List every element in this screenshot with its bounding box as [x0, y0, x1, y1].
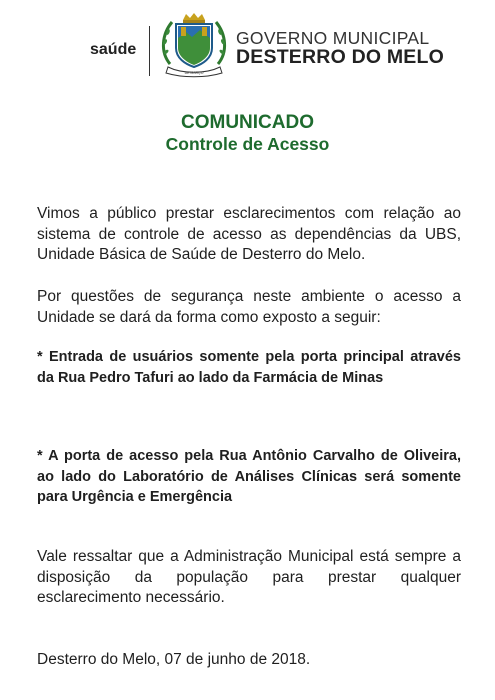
paragraph-closing: Vale ressaltar que a Administração Municipal está sempre a disposição da população para prestar qualquer esclarecimento necessário. — [37, 548, 461, 606]
bullet-main-entrance: * Entrada de usuários somente pela porta principal através da Rua Pedro Tafuri ao lado da Farmácia de Minas — [37, 349, 461, 386]
department-label: saúde — [90, 41, 137, 58]
bullet-emergency-door: * A porta de acesso pela Rua Antônio Carvalho de Oliveira, ao lado do Laboratório de Análises Clínicas será somente para Urgência e Emergência — [37, 448, 461, 505]
notice-subtitle: Controle de Acesso — [165, 134, 330, 154]
header-divider — [149, 26, 150, 76]
letterhead — [0, 0, 495, 90]
government-label: GOVERNO MUNICIPAL — [236, 28, 430, 48]
crest-ribbon-text: DE MARÇO — [184, 71, 204, 75]
paragraph-security: Por questões de segurança neste ambiente o acesso a Unidade se dará da forma como exposto a seguir: — [37, 288, 461, 326]
coat-of-arms-icon — [156, 12, 232, 78]
city-name: DESTERRO DO MELO — [236, 46, 444, 68]
paragraph-intro: Vimos a público prestar esclarecimentos com relação ao sistema de controle de acesso as dependências da UBS, Unidade Básica de Saúde de Desterro do Melo. — [37, 205, 461, 263]
date-line: Desterro do Melo, 07 de junho de 2018. — [37, 651, 311, 668]
notice-title: COMUNICADO — [181, 112, 314, 133]
